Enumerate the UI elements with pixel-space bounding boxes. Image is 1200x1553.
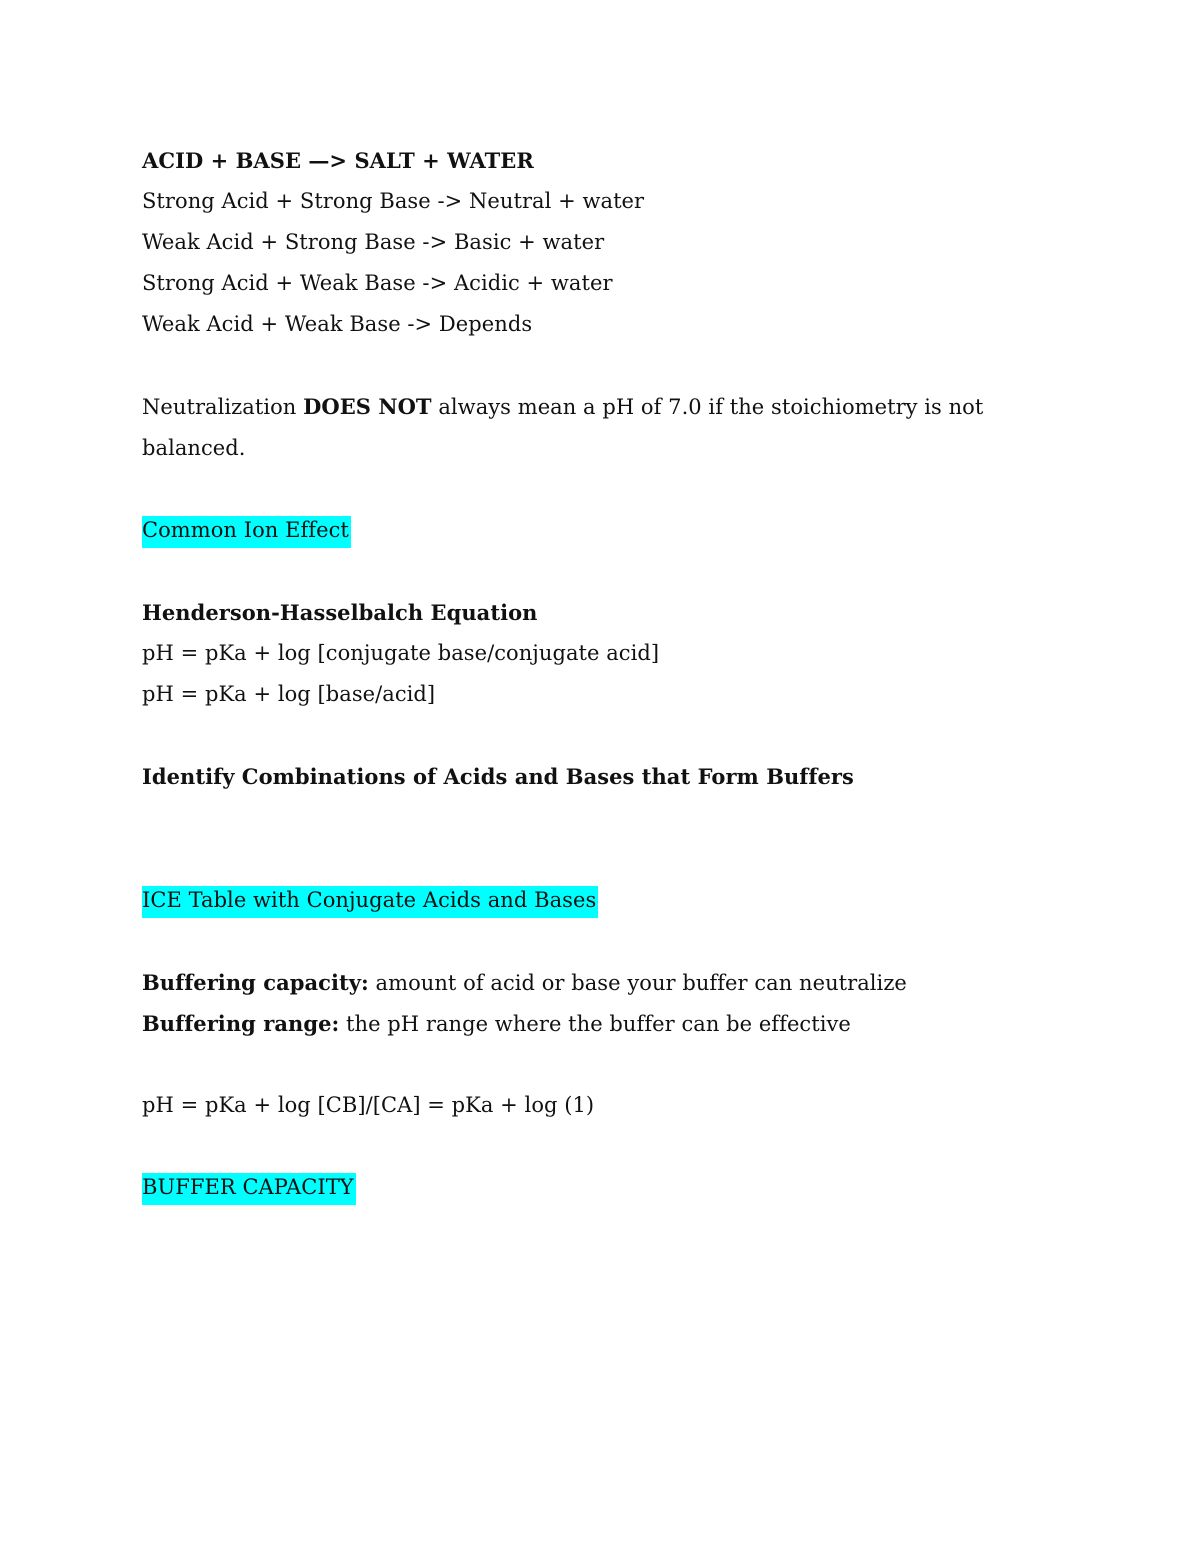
neutralization-text-start: Neutralization [142, 395, 304, 419]
spacer [142, 1044, 1042, 1085]
identify-buffers-heading: Identify Combinations of Acids and Bases that Form Buffers [142, 764, 854, 789]
buffering-range-text: the pH range where the buffer can be effective [339, 1012, 851, 1036]
buffer-capacity-highlight: BUFFER CAPACITY [142, 1173, 356, 1205]
reaction-line-2: Weak Acid + Strong Base -> Basic + water [142, 230, 605, 254]
neutralization-paragraph [142, 386, 1042, 469]
spacer [142, 469, 1042, 510]
spacer [142, 921, 1042, 962]
common-ion-effect-highlight: Common Ion Effect [142, 516, 351, 548]
buffer-capacity-row [142, 1167, 1042, 1208]
spacer [142, 551, 1042, 592]
buffering-capacity-label: Buffering capacity: [142, 970, 369, 995]
spacer [142, 838, 1042, 880]
spacer [142, 1126, 1042, 1167]
spacer [142, 345, 1042, 386]
common-ion-effect-row [142, 510, 1042, 551]
buffering-range-label: Buffering range: [142, 1011, 340, 1036]
ice-table-highlight: ICE Table with Conjugate Acids and Bases [142, 886, 598, 918]
acid-base-equation: ACID + BASE —> SALT + WATER [142, 148, 534, 173]
hh-equation-title: Henderson-Hasselbalch Equation [142, 600, 538, 625]
spacer [142, 715, 1042, 756]
document-body [142, 140, 1042, 1208]
ice-table-row [142, 880, 1042, 921]
reaction-line-4: Weak Acid + Weak Base -> Depends [142, 312, 533, 336]
reaction-line-3: Strong Acid + Weak Base -> Acidic + water [142, 271, 613, 295]
ph-equation: pH = pKa + log [CB]/[CA] = pKa + log (1) [142, 1093, 595, 1117]
buffering-range-line [142, 1003, 1042, 1044]
buffering-capacity-line [142, 962, 1042, 1003]
reaction-line-1: Strong Acid + Strong Base -> Neutral + water [142, 189, 645, 213]
hh-equation-2: pH = pKa + log [base/acid] [142, 682, 436, 706]
buffering-capacity-text: amount of acid or base your buffer can neutralize [368, 971, 907, 995]
hh-equation-1: pH = pKa + log [conjugate base/conjugate acid] [142, 641, 660, 665]
neutralization-emphasis: DOES NOT [303, 394, 432, 419]
neutralization-text-end: always mean a pH of 7.0 if the stoichiometry is not balanced. [142, 395, 984, 460]
spacer [142, 797, 1042, 838]
